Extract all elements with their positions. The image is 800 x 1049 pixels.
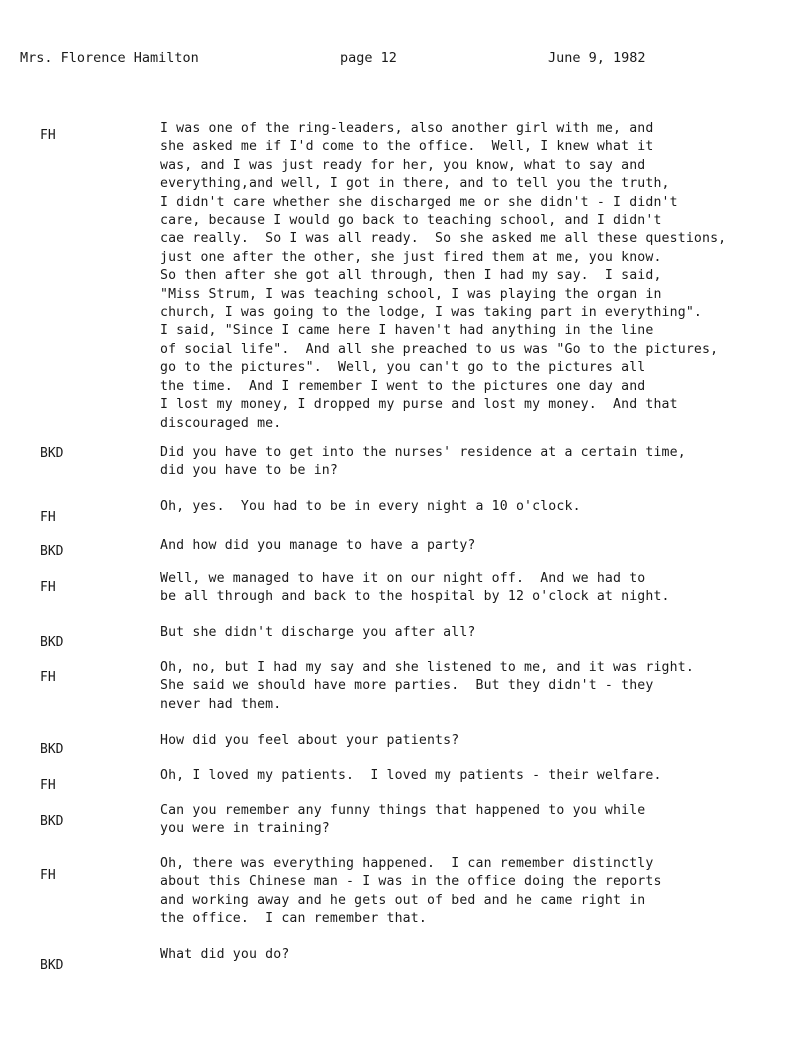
speaker-label: BKD — [40, 958, 64, 973]
utterance — [160, 802, 645, 839]
utterance — [160, 732, 459, 750]
text-line: the office. I can remember that. — [160, 911, 427, 927]
interviewee-name: Mrs. Florence Hamilton — [20, 50, 199, 66]
text-line: was, and I was just ready for her, you know, what to say and — [160, 157, 646, 173]
text-line: How did you feel about your patients? — [160, 733, 460, 748]
text-line: everything,and well, I got in there, and to tell you the truth, — [160, 176, 670, 192]
text-line: Oh, no, but I had my say and she listened to me, and it was right. — [160, 660, 694, 675]
text-line: and working away and he gets out of bed and he came right in — [160, 892, 646, 908]
text-line: you were in training? — [160, 821, 330, 837]
text-line: the time. And I remember I went to the pictures one day and — [160, 378, 646, 394]
text-line: Oh, there was everything happened. I can remember distinctly — [160, 856, 654, 871]
speaker-label: FH — [40, 128, 56, 143]
speaker-label: BKD — [40, 446, 64, 461]
speaker-label: FH — [40, 580, 56, 595]
text-line: of social life". And all she preached to us was "Go to the pictures, — [160, 341, 719, 357]
speaker-label: BKD — [40, 635, 64, 650]
speaker-label: BKD — [40, 742, 64, 757]
text-line: never had them. — [160, 696, 282, 712]
utterance — [160, 444, 686, 481]
text-line: She said we should have more parties. But they didn't - they — [160, 678, 654, 694]
utterance — [160, 767, 662, 785]
text-line: just one after the other, she just fired them at me, you know. — [160, 249, 662, 265]
utterance — [160, 946, 289, 964]
text-line: But she didn't discharge you after all? — [160, 625, 476, 640]
speaker-label: FH — [40, 778, 56, 793]
text-line: What did you do? — [160, 947, 290, 962]
text-line: So then after she got all through, then I had my say. I said, — [160, 268, 662, 284]
utterance — [160, 659, 694, 714]
text-line: go to the pictures". Well, you can't go to the pictures all — [160, 360, 646, 376]
text-line: she asked me if I'd come to the office. Well, I knew what it — [160, 139, 654, 155]
text-line: I said, "Since I came here I haven't had anything in the line — [160, 323, 654, 339]
text-line: I didn't care whether she discharged me or she didn't - I didn't — [160, 194, 678, 210]
text-line: Well, we managed to have it on our night off. And we had to — [160, 571, 646, 586]
text-line: And how did you manage to have a party? — [160, 538, 476, 553]
utterance — [160, 624, 476, 642]
speaker-label: BKD — [40, 814, 64, 829]
text-line: discouraged me. — [160, 415, 282, 431]
text-line: did you have to be in? — [160, 463, 338, 479]
text-line: Oh, yes. You had to be in every night a 10 o'clock. — [160, 499, 581, 514]
utterance — [160, 120, 726, 433]
text-line: I was one of the ring-leaders, also another girl with me, and — [160, 121, 654, 136]
text-line: be all through and back to the hospital by 12 o'clock at night. — [160, 589, 670, 605]
text-line: "Miss Strum, I was teaching school, I was playing the organ in — [160, 286, 662, 302]
text-line: I lost my money, I dropped my purse and lost my money. And that — [160, 397, 678, 413]
interview-date: June 9, 1982 — [548, 50, 646, 66]
speaker-label: FH — [40, 670, 56, 685]
text-line: Did you have to get into the nurses' residence at a certain time, — [160, 445, 686, 460]
speaker-label: FH — [40, 510, 56, 525]
text-line: Oh, I loved my patients. I loved my patients - their welfare. — [160, 768, 662, 783]
text-line: Can you remember any funny things that happened to you while — [160, 803, 646, 818]
utterance — [160, 498, 581, 516]
text-line: church, I was going to the lodge, I was taking part in everything". — [160, 305, 702, 321]
text-line: about this Chinese man - I was in the office doing the reports — [160, 874, 662, 890]
utterance — [160, 570, 670, 607]
speaker-label: BKD — [40, 544, 64, 559]
text-line: care, because I would go back to teaching school, and I didn't — [160, 213, 662, 229]
page-number: page 12 — [340, 50, 397, 66]
utterance — [160, 855, 662, 929]
utterance — [160, 537, 476, 555]
text-line: cae really. So I was all ready. So she asked me all these questions, — [160, 231, 727, 247]
speaker-label: FH — [40, 868, 56, 883]
